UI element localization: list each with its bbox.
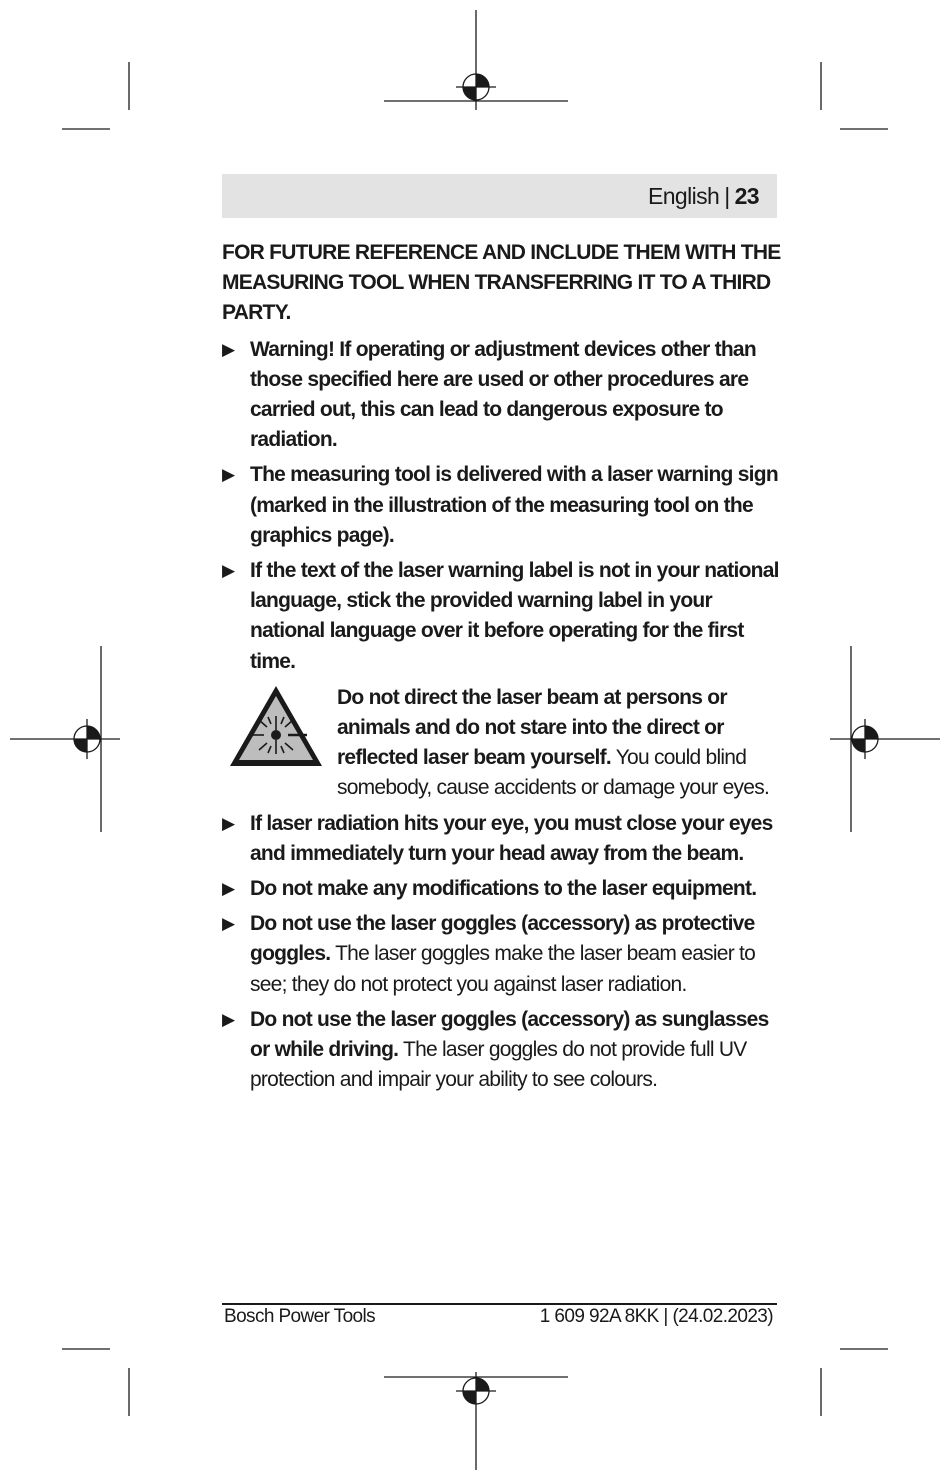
page-number: 23 bbox=[734, 182, 759, 209]
list-item bbox=[222, 909, 782, 1000]
footer-brand: Bosch Power Tools bbox=[224, 1306, 376, 1327]
item-text: The laser goggles do not provide full UV protection and impair your ability to see colours. bbox=[250, 1038, 747, 1092]
bullet-arrow-icon: ▶ bbox=[222, 914, 235, 934]
item-bold-text: Warning! If operating or adjustment devices other than those specified here are used or other procedures are carried out, this can lead to dangerous exposure to radiation. bbox=[250, 337, 756, 452]
item-text: The laser goggles make the laser beam easier to see; they do not protect you against laser radiation. bbox=[250, 942, 756, 996]
safety-instructions bbox=[222, 238, 782, 1100]
list-item bbox=[222, 556, 782, 677]
item-bold-text: Do not use the laser goggles (accessory) as sunglasses or while driving. bbox=[250, 1007, 769, 1062]
bullet-arrow-icon: ▶ bbox=[222, 561, 235, 581]
bullet-arrow-icon: ▶ bbox=[222, 465, 235, 485]
item-bold-text: If laser radiation hits your eye, you must close your eyes and immediately turn your head away from the beam. bbox=[250, 811, 773, 865]
list-item bbox=[222, 1005, 782, 1096]
item-bold-text: Do not use the laser goggles (accessory) as protective goggles. bbox=[250, 912, 755, 966]
laser-warning-block bbox=[222, 683, 782, 804]
item-bold-text: If the text of the laser warning label is not in your national language, stick the provided warning label in your national language over it before operating for the first time. bbox=[250, 559, 779, 673]
laser-warning-bold-text: Do not direct the laser beam at persons or animals and do not stare into the direct or reflected laser beam yourself. bbox=[337, 685, 727, 770]
bullet-arrow-icon: ▶ bbox=[222, 1009, 235, 1029]
laser-warning-icon bbox=[227, 683, 325, 769]
list-item bbox=[222, 809, 782, 869]
header-separator: | bbox=[724, 182, 730, 209]
list-item bbox=[222, 460, 782, 551]
list-item bbox=[222, 335, 782, 456]
header-language: English bbox=[647, 182, 720, 209]
bullet-arrow-icon: ▶ bbox=[222, 813, 235, 833]
laser-warning-text: You could blind somebody, cause accidents or damage your eyes. bbox=[337, 746, 770, 800]
item-bold-text: The measuring tool is delivered with a laser warning sign (marked in the illustration of the measuring tool on the graphics page). bbox=[250, 463, 778, 547]
item-bold-text: Do not make any modifications to the laser equipment. bbox=[250, 877, 757, 901]
page-header bbox=[222, 174, 777, 218]
intro-paragraph: FOR FUTURE REFERENCE AND INCLUDE THEM WITH THE MEASURING TOOL WHEN TRANSFERRING IT TO A THIRD PARTY. bbox=[222, 241, 781, 325]
list-item bbox=[222, 874, 782, 904]
bullet-arrow-icon: ▶ bbox=[222, 339, 235, 359]
bullet-arrow-icon: ▶ bbox=[222, 879, 235, 899]
footer-rule bbox=[222, 1303, 777, 1305]
footer-document-id: 1 609 92A 8KK | (24.02.2023) bbox=[539, 1306, 773, 1327]
